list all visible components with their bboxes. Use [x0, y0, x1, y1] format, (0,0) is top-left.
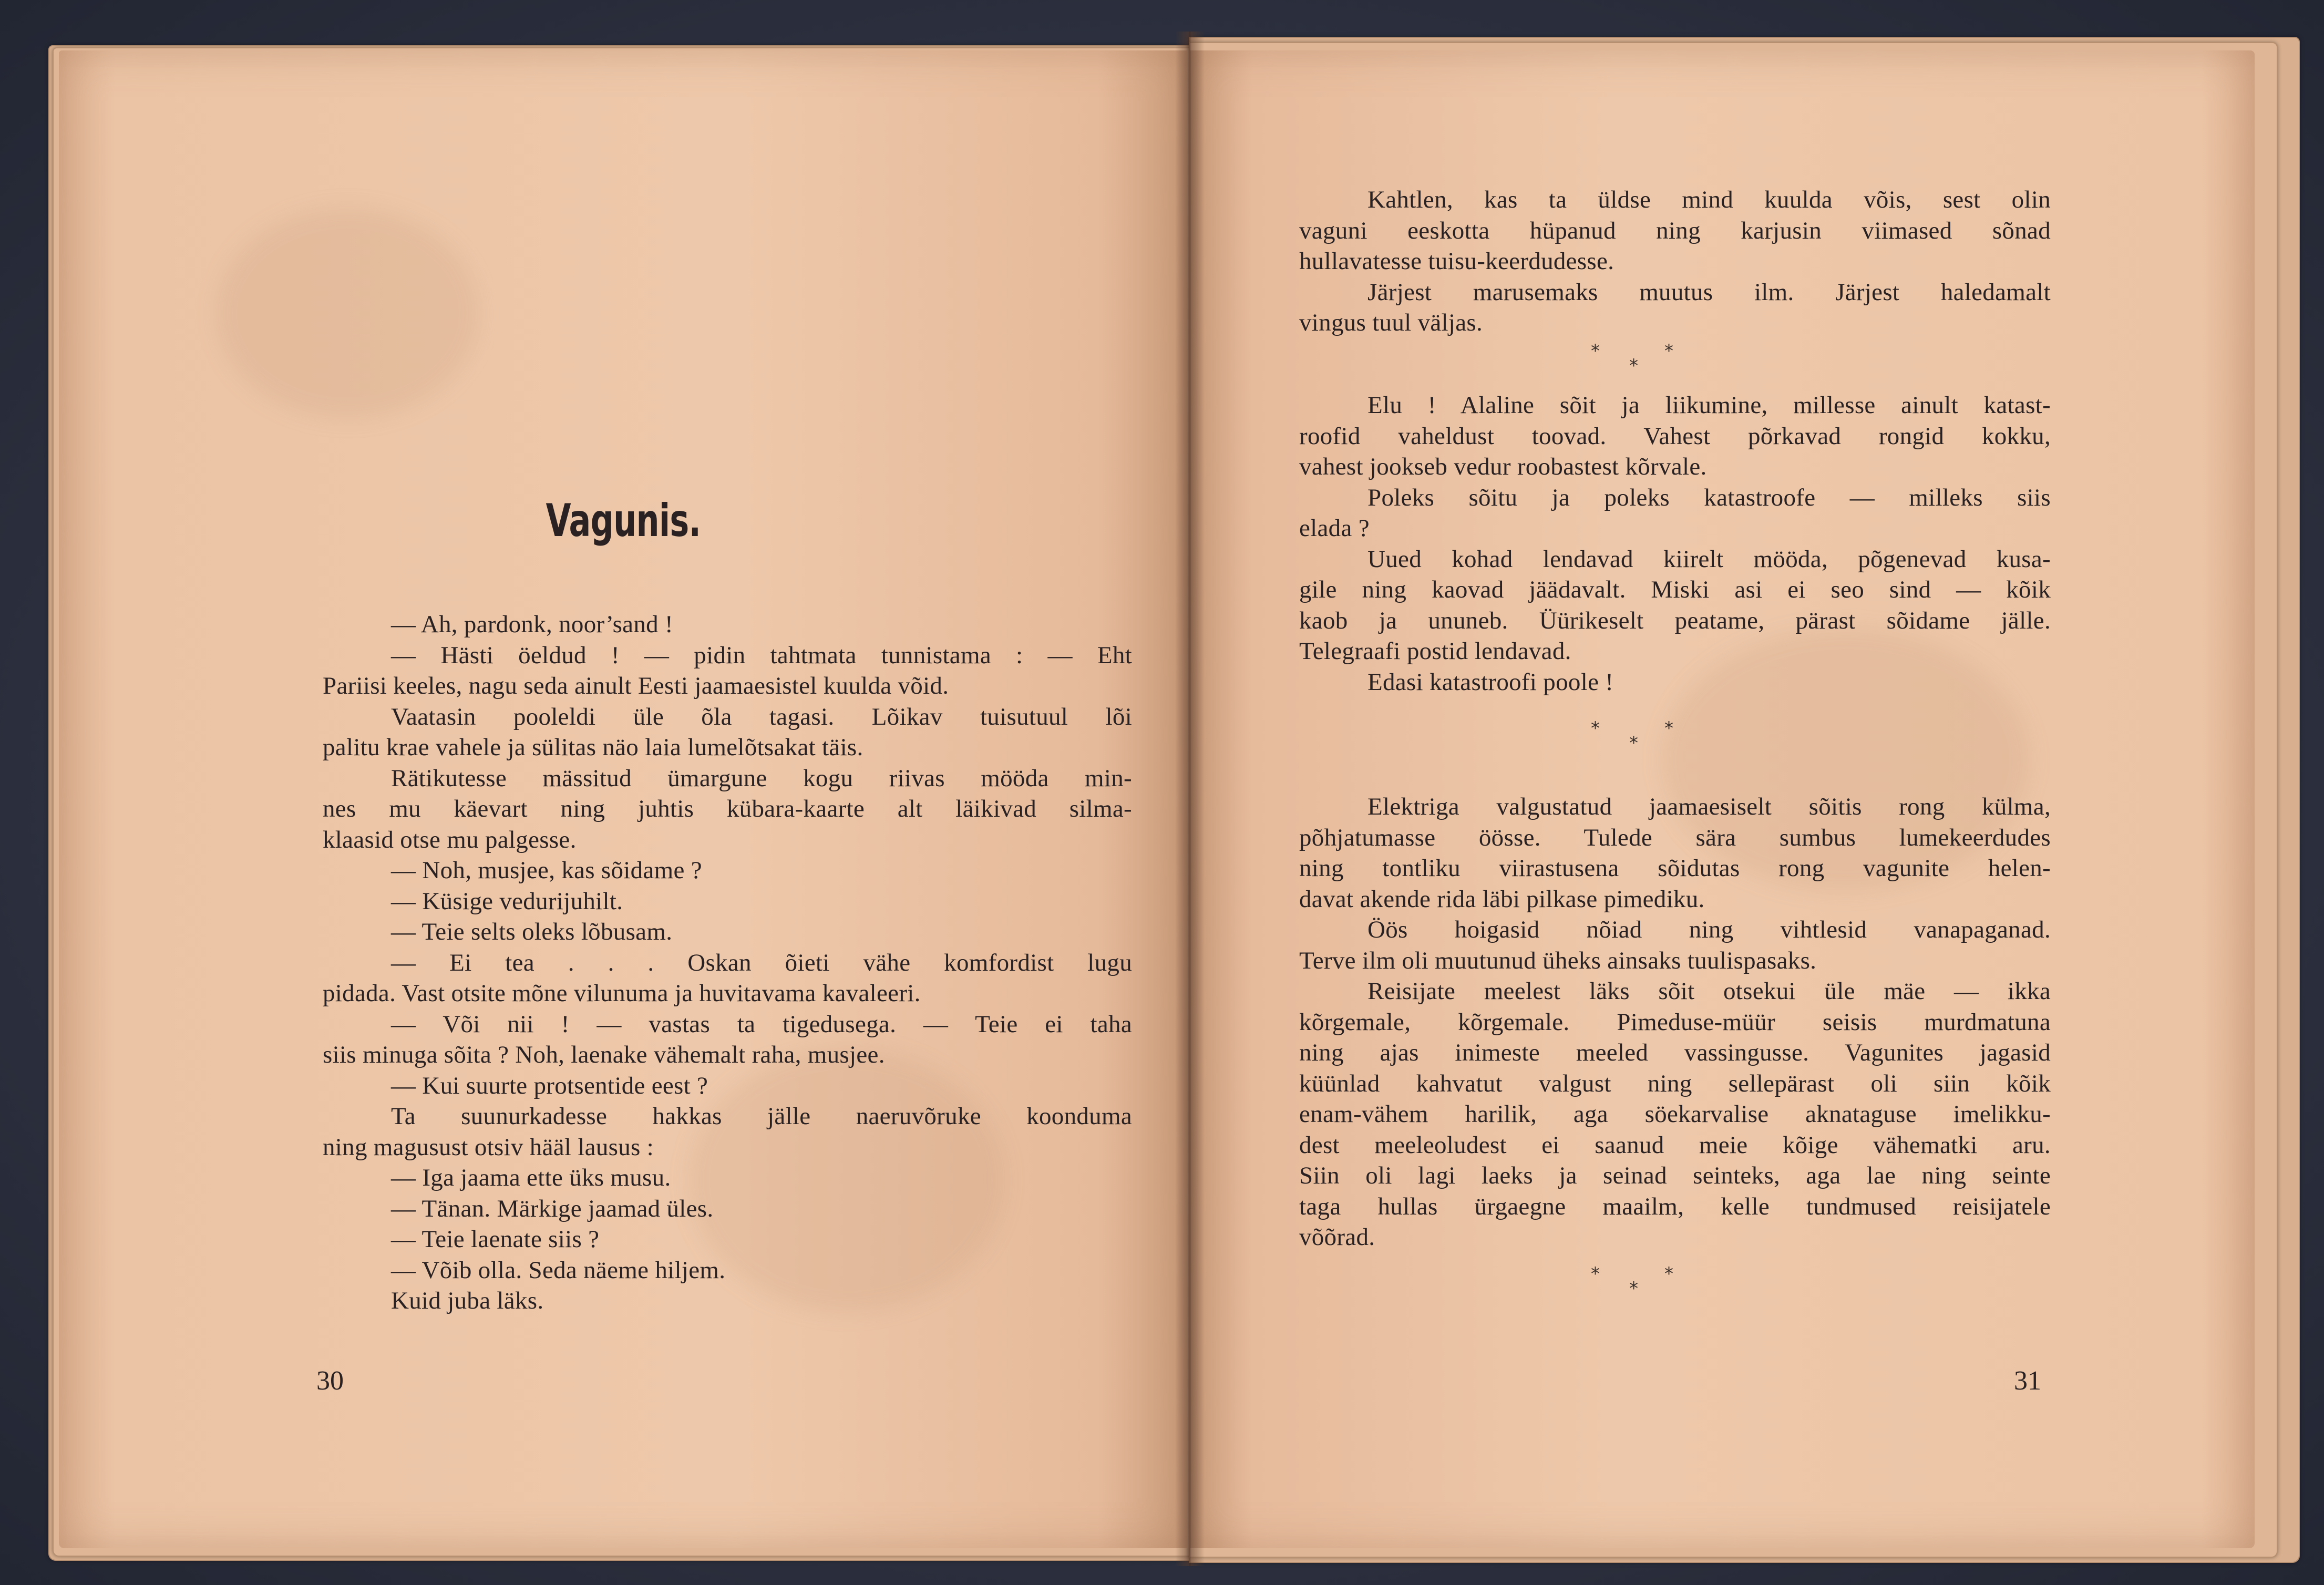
- text-line: Järjest marusemaks muutus ilm. Järjest haledamalt: [1367, 278, 2051, 306]
- divider-star: *: [1591, 1263, 1600, 1284]
- text-line: siis minuga sõita ? Noh, laenake vähemalt raha, musjee.: [323, 1041, 885, 1068]
- text-line: Poleks sõitu ja poleks katastroofe — milleks siis: [1367, 483, 2051, 511]
- text-line: kõrgemale, kõrgemale. Pimeduse-müür seisis murdmatuna: [1299, 1008, 2051, 1036]
- text-line: Ta suunurkadesse hakkas jälle naeruvõruke koonduma: [391, 1103, 1132, 1130]
- text-line: vaguni eeskotta hüpanud ning karjusin viimased sõnad: [1299, 217, 2051, 244]
- divider-star: *: [1629, 733, 1638, 754]
- divider-star: *: [1629, 1278, 1638, 1299]
- text-line: — Ah, pardonk, noor’sand !: [391, 611, 673, 638]
- text-line: — Või nii ! — vastas ta tigedusega. — Teie ei taha: [391, 1010, 1132, 1038]
- chapter-title: Vagunis.: [546, 495, 701, 547]
- text-line: Vaatasin pooleldi üle õla tagasi. Lõikav tuisutuul lõi: [391, 703, 1132, 730]
- text-line: küünlad kahvatut valgust ning sellepärast oli siin kõik: [1299, 1069, 2051, 1097]
- text-line: nes mu käevart ning juhtis kübara-kaarte alt läikivad silma-: [323, 795, 1132, 822]
- divider-star: *: [1664, 1263, 1673, 1284]
- text-line: hullavatesse tuisu-keerdudesse.: [1299, 248, 1615, 275]
- divider-star: *: [1664, 341, 1673, 362]
- divider-star: *: [1664, 718, 1673, 739]
- right-page: [1189, 50, 2255, 1548]
- text-line: klaasid otse mu palgesse.: [323, 826, 577, 853]
- text-line: Elu ! Alaline sõit ja liikumine, millesse ainult katast-: [1367, 392, 2051, 419]
- text-line: elada ?: [1299, 514, 1370, 542]
- text-line: pidada. Vast otsite mõne vilunuma ja huvitavama kavaleeri.: [323, 980, 921, 1007]
- text-line: Edasi katastroofi poole !: [1367, 668, 1614, 696]
- text-line: — Tänan. Märkige jaamad üles.: [391, 1195, 714, 1222]
- page-number-right: 31: [2014, 1366, 2041, 1396]
- text-line: — Võib olla. Seda näeme hiljem.: [391, 1256, 726, 1284]
- divider-star: *: [1591, 718, 1600, 739]
- text-line: — Iga jaama ette üks musu.: [391, 1164, 671, 1191]
- text-line: palitu krae vahele ja sülitas näo laia lumelõtsakat täis.: [323, 734, 863, 761]
- text-line: — Teie laenate siis ?: [391, 1226, 600, 1253]
- text-line: roofid vaheldust toovad. Vahest põrkavad rongid kokku,: [1299, 422, 2051, 450]
- right-section-1: [1299, 184, 2051, 338]
- text-line: Rätikutesse mässitud ümargune kogu riivas mööda min-: [391, 764, 1132, 792]
- text-line: davat akende rida läbi pilkase pimediku.: [1299, 885, 1705, 913]
- divider-star: *: [1591, 341, 1600, 362]
- text-line: Pariisi keeles, nagu seda ainult Eesti jaamaesistel kuulda võid.: [323, 672, 949, 699]
- text-line: — Noh, musjee, kas sõidame ?: [391, 857, 702, 884]
- right-section-3: [1299, 791, 2051, 1253]
- text-line: Reisijate meelest läks sõit otsekui üle mäe — ikka: [1367, 977, 2051, 1005]
- text-line: — Ei tea . . . Oskan õieti vähe komfordist lugu: [391, 949, 1132, 976]
- divider-star: *: [1629, 355, 1638, 376]
- text-line: Kuid juba läks.: [391, 1287, 544, 1314]
- text-line: — Hästi öeldud ! — pidin tahtmata tunnistama : — Eht: [391, 641, 1132, 669]
- text-line: ning tontliku viirastusena sõidutas rong vagunite helen-: [1299, 855, 2051, 882]
- text-line: Kahtlen, kas ta üldse mind kuulda võis, sest olin: [1367, 186, 2051, 213]
- text-line: gile ning kaovad jäädavalt. Miski asi ei seo sind — kõik: [1299, 576, 2051, 603]
- left-page-body: [323, 609, 1132, 1316]
- text-line: Terve ilm oli muutunud üheks ainsaks tuulispasaks.: [1299, 946, 1817, 974]
- page-number-left: 30: [316, 1366, 344, 1396]
- right-section-2: [1299, 390, 2051, 697]
- text-line: enam-vähem harilik, aga söekarvalise aknataguse imelikku-: [1299, 1100, 2051, 1128]
- text-line: ning ajas inimeste meeled vassingusse. Vagunites jagasid: [1299, 1039, 2051, 1066]
- text-line: dest meeleoludest ei saanud meie kõige vähematki aru.: [1299, 1131, 2051, 1159]
- text-line: Uued kohad lendavad kiirelt mööda, põgenevad kusa-: [1367, 545, 2051, 573]
- text-line: Telegraafi postid lendavad.: [1299, 637, 1571, 665]
- text-line: Elektriga valgustatud jaamaesiselt sõitis rong külma,: [1367, 793, 2051, 820]
- text-line: — Küsige vedurijuhilt.: [391, 887, 623, 915]
- text-line: Öös hoigasid nõiad ning vihtlesid vanapaganad.: [1367, 916, 2051, 943]
- text-line: põhjatumasse öösse. Tulede sära sumbus lumekeerdudes: [1299, 824, 2051, 851]
- text-line: kaob ja ununeb. Üürikeselt peatame, pärast sõidame jälle.: [1299, 606, 2051, 634]
- text-line: — Teie selts oleks lõbusam.: [391, 918, 673, 945]
- text-line: vahest jookseb vedur roobastest kõrvale.: [1299, 453, 1707, 480]
- text-line: võõrad.: [1299, 1223, 1375, 1251]
- text-line: taga hullas ürgaegne maailm, kelle tundmused reisijatele: [1299, 1192, 2051, 1220]
- text-line: — Kui suurte protsentide eest ?: [391, 1072, 708, 1099]
- text-line: ning magusust otsiv hääl lausus :: [323, 1133, 654, 1161]
- paper-stain: [217, 208, 479, 418]
- left-page: [59, 50, 1188, 1548]
- text-line: Siin oli lagi laeks ja seinad seinteks, aga lae ning seinte: [1299, 1162, 2051, 1189]
- text-line: vingus tuul väljas.: [1299, 309, 1483, 336]
